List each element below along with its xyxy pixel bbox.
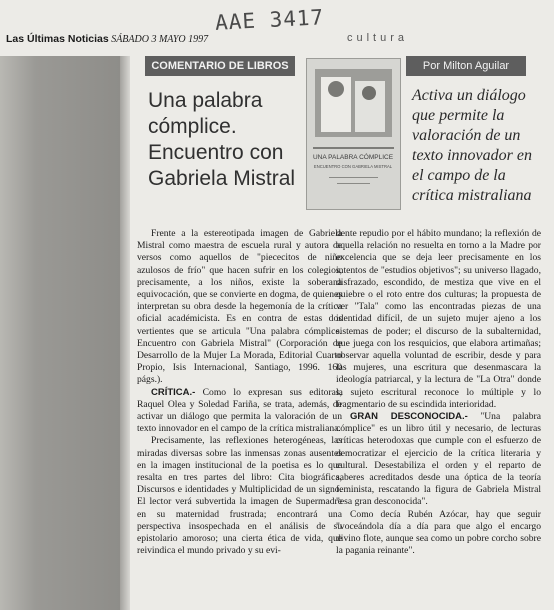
- subhead-critica: CRÍTICA.-: [151, 386, 196, 398]
- issue-date: SÁBADO 3 MAYO 1997: [111, 34, 209, 45]
- paragraph-text: Frente a la estereotipada imagen de Gabriela Mistral como maestra de escuela rural y autora de versos como aquellos de "piececitos de niño azulosos de frío" que hacen sufrir en los colegios, precisamente, a los niños, existe la soberana equivocación, que se convierte en dogma, de quienes interpretan su obra desde la hegemonía de la crítica oficial académicista. Es en contra de estas dos vertientes que se articula "Una palabra cómplice. Encuentro con Gabriela Mistral" (Corporación de Desarrollo de la Mujer La Morada, Editorial Cuarto Propio, Isis Internacional, Santiago, 1996. 160 págs.).: [137, 228, 342, 386]
- paragraph-text: Como lo expresan sus editoras, Raquel Olea y Soledad Fariña, se trata, además, de activar un diálogo que permita la valoración de un texto innovador en el campo de la crítica mistraliana.: [137, 386, 342, 435]
- paragraph: [336, 411, 541, 509]
- paragraph: [137, 387, 342, 436]
- paragraph: [137, 435, 342, 557]
- article-column-1: [137, 228, 342, 557]
- paragraph-text: Precisamente, las reflexiones heterogéneas, las miradas diversas sobre las inmensas zonas ausentes en la imagen institucional de la poetisa es lo que resalta en tres partes del libro: Cita biográfica, Discursos e identidades y Multiplicidad de un signo. El lector verá subvertida la imagen de Supermadre en su maternidad frustrada; encontrará una perspectiva insospechada en el análisis de su epistolario amoroso; una cierta ética de vida, que reivindica el mundo privado y su evi-: [137, 435, 342, 557]
- paragraph-text: dente repudio por el hábito mundano; la reflexión de aquella relación no resuelta en torno a la Madre por excelencia que se deja leer precisamente en los intentos de "estudios objetivos"; su universo llagado, disfrazado, escondido, de mestiza que vive en el quiebre o el roto entre dos culturas; la propuesta de ver "Tala" como las encontradas piezas de una identidad difícil, de un sujeto mujer ajeno a los sistemas de poder; el discurso de la subalternidad, que juega con los resquicios, que elabora artimañas; observar aquella voluntad de escribir, desde y para las mujeres, una escritura que desenmascara la ideología patriarcal, y la lectura de "La Otra" donde la sujeto escritural reconoce lo múltiple y lo fragmentario de su escindida interioridad.: [336, 228, 541, 410]
- byline-tag: Por Milton Aguilar: [406, 56, 526, 76]
- paragraph: [336, 509, 541, 558]
- book-cover-photo: [306, 58, 401, 210]
- article-lede: Activa un diálogo que permite la valoración de un texto innovador en el campo de la crítica mistraliana: [412, 87, 532, 204]
- article-type-tag: COMENTARIO DE LIBROS: [145, 56, 295, 76]
- scan-shadow-edge: [120, 56, 130, 610]
- book-cover-illustration: [307, 59, 400, 209]
- section-label: cultura: [347, 32, 409, 44]
- paragraph: [336, 228, 541, 411]
- newspaper-name: Las Últimas Noticias: [6, 33, 109, 45]
- book-cover-title: UNA PALABRA CÓMPLICE: [312, 154, 394, 161]
- subhead-gran-desconocida: GRAN DESCONOCIDA.-: [350, 411, 468, 423]
- headline: Una palabra cómplice. Encuentro con Gabriela Mistral: [148, 89, 296, 190]
- book-cover-subtitle: ENCUENTRO CON GABRIELA MISTRAL: [313, 164, 393, 169]
- article-column-2: [336, 228, 541, 557]
- paragraph-text: "Una palabra cómplice" es un libro útil y necesario, de lecturas críticas heterodoxas que cumple con el esfuerzo de democratizar el ejercicio de la crítica literaria y cultural. Desestabiliza el orden y el reparto de saberes acreditados desde una óptica de la teoría feminista, rescatando la figura de Gabriela Mistral "esa gran desconocida".: [336, 411, 541, 508]
- paragraph: [137, 228, 342, 387]
- handwritten-archive-number: AAE 3417: [214, 5, 325, 35]
- masthead: [6, 33, 208, 45]
- paragraph-text: Como decía Rubén Azócar, hay que seguir "voceándola día a día para que algo el encargo divino flote, aunque sea como un pobre corcho sobre la pagania reinante".: [336, 508, 541, 557]
- scan-shadow-strip: [0, 56, 120, 610]
